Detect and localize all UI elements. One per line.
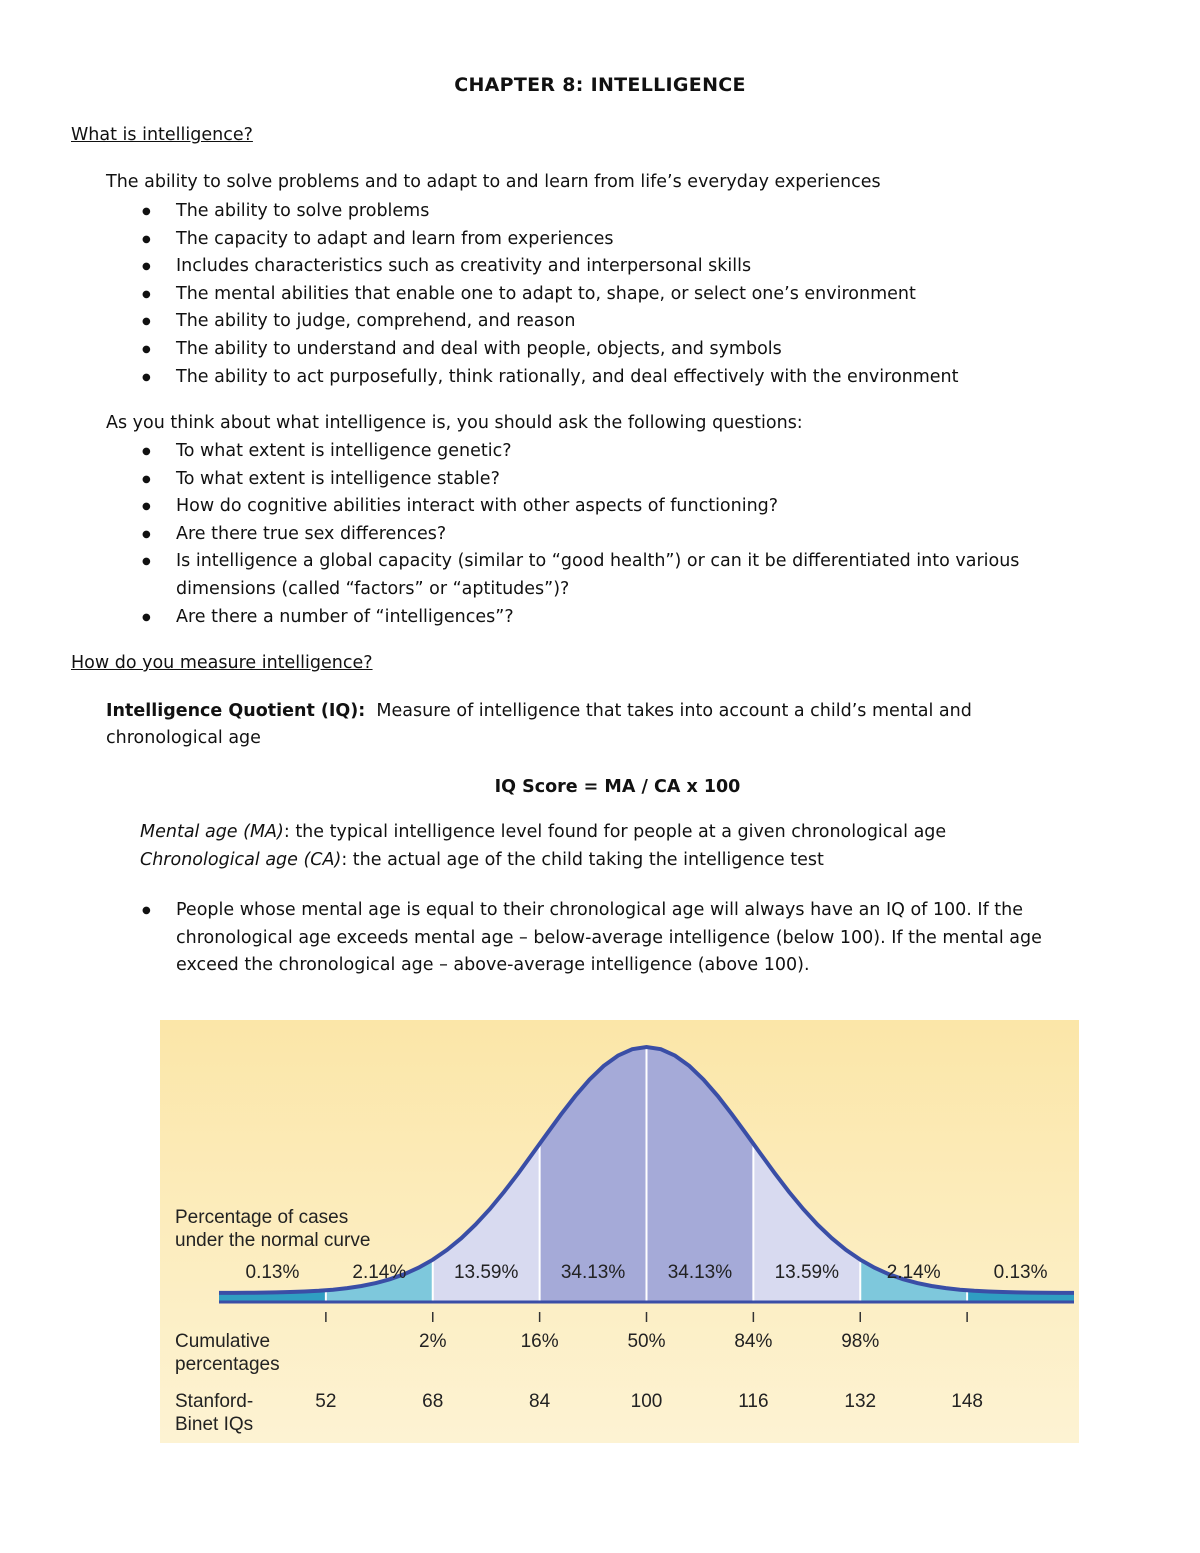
iq-value-label: 148	[951, 1391, 983, 1412]
iq-value-label: 116	[738, 1391, 769, 1412]
list-item: ● To what extent is intelligence genetic?	[140, 438, 1100, 466]
list-item: ● The capacity to adapt and learn from experiences	[140, 226, 1100, 254]
list-item: ● To what extent is intelligence stable?	[140, 466, 1100, 494]
section-heading-measure-intelligence: How do you measure intelligence?	[71, 653, 373, 673]
page-title: CHAPTER 8: INTELLIGENCE	[454, 74, 746, 96]
iq-label-line2: Binet IQs	[175, 1414, 254, 1435]
chart-title-line2: under the normal curve	[175, 1230, 371, 1251]
list-item: ● Is intelligence a global capacity (similar to “good health”) or can it be differentiated into various dimensions (called “factors” or “aptitudes”)?	[140, 548, 1076, 603]
cumulative-percentage-label: 84%	[734, 1331, 773, 1352]
list-item: ● Are there true sex differences?	[140, 521, 1100, 549]
list-item: ● People whose mental age is equal to their chronological age will always have an IQ of 100. If the chronological age exceeds mental age – below-average intelligence (below 100). If the mental age exceed the chronological age – above-average intelligence (above 100).	[140, 897, 1106, 980]
list-item: ● The mental abilities that enable one to adapt to, shape, or select one’s environment	[140, 281, 1100, 309]
mental-age-term: Mental age (MA)	[140, 822, 284, 842]
segment-percentage-label: 2.14%	[352, 1262, 407, 1283]
list-item: ● The ability to act purposefully, think rationally, and deal effectively with the environment	[140, 364, 1100, 392]
questions-bullet-list	[140, 438, 1100, 631]
iq-value-label: 132	[844, 1391, 877, 1412]
cumulative-label-line1: Cumulative	[175, 1331, 271, 1352]
iq-value-label: 68	[422, 1391, 444, 1412]
segment-percentage-label: 34.13%	[560, 1262, 626, 1283]
segment-percentage-label: 13.59%	[774, 1262, 840, 1283]
list-item: ● Includes characteristics such as creativity and interpersonal skills	[140, 253, 1100, 281]
questions-intro: As you think about what intelligence is, you should ask the following questions:	[106, 413, 803, 433]
cumulative-percentage-label: 98%	[841, 1331, 880, 1352]
iq-definition: Measure of intelligence that takes into account a child’s mental and	[376, 701, 972, 721]
cumulative-label-line2: percentages	[175, 1354, 280, 1375]
iq-explanation-list	[140, 897, 1100, 980]
segment-percentage-label: 0.13%	[993, 1262, 1048, 1283]
chronological-age-text: : the actual age of the child taking the intelligence test	[341, 850, 824, 870]
segment-percentage-label: 0.13%	[245, 1262, 300, 1283]
iq-term: Intelligence Quotient (IQ):	[106, 701, 366, 721]
cumulative-percentage-label: 2%	[419, 1331, 447, 1352]
iq-definition-line2: chronological age	[106, 728, 261, 748]
definition-bullet-list	[140, 198, 1100, 391]
iq-value-label: 84	[529, 1391, 551, 1412]
chronological-age-definition	[140, 850, 824, 870]
segment-percentage-label: 13.59%	[453, 1262, 519, 1283]
chart-title-line1: Percentage of cases	[175, 1207, 349, 1228]
list-item: ● The ability to understand and deal with people, objects, and symbols	[140, 336, 1100, 364]
iq-value-label: 52	[315, 1391, 337, 1412]
iq-value-label: 100	[630, 1391, 663, 1412]
cumulative-percentage-label: 50%	[627, 1331, 666, 1352]
list-item: ● The ability to judge, comprehend, and reason	[140, 308, 1100, 336]
list-item: ● How do cognitive abilities interact with other aspects of functioning?	[140, 493, 1100, 521]
cumulative-percentage-label: 16%	[520, 1331, 559, 1352]
section-heading-what-is-intelligence: What is intelligence?	[71, 125, 253, 145]
normal-curve-chart	[160, 1020, 1079, 1443]
mental-age-definition	[140, 822, 946, 842]
list-item: ● Are there a number of “intelligences”?	[140, 604, 1100, 632]
segment-percentage-label: 2.14%	[886, 1262, 941, 1283]
mental-age-text: : the typical intelligence level found for people at a given chronological age	[283, 822, 947, 842]
iq-formula: IQ Score = MA / CA x 100	[494, 777, 741, 797]
list-item: ● The ability to solve problems	[140, 198, 1100, 226]
chronological-age-term: Chronological age (CA)	[140, 850, 342, 870]
intelligence-definition: The ability to solve problems and to adapt to and learn from life’s everyday experiences	[106, 172, 881, 192]
iq-definition-line1	[106, 701, 972, 721]
segment-percentage-label: 34.13%	[667, 1262, 733, 1283]
iq-label-line1: Stanford-	[175, 1391, 254, 1412]
